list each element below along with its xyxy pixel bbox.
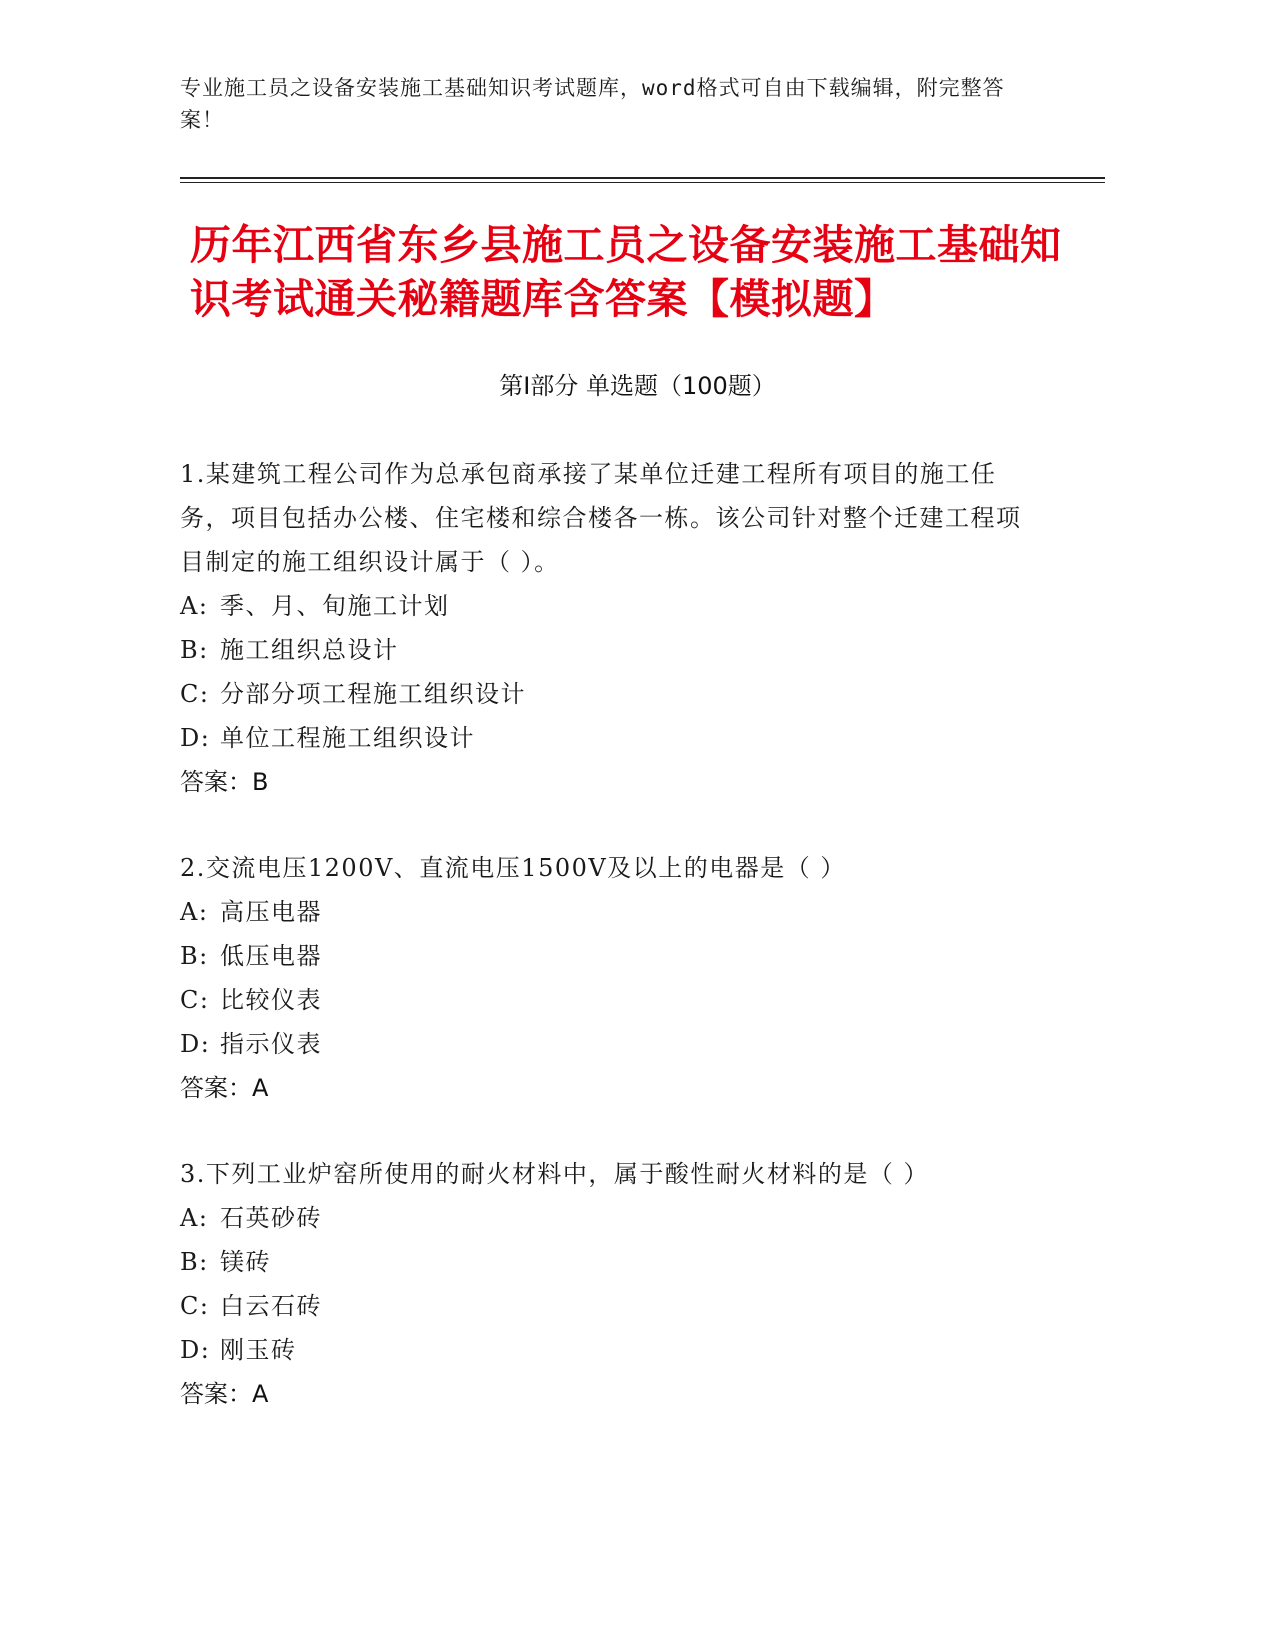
option-text: 季、月、旬施工计划 (220, 592, 450, 620)
option-text: 分部分项工程施工组织设计 (220, 680, 526, 708)
option-d (180, 1328, 1040, 1372)
answer: 答案：A (180, 1380, 269, 1408)
option-text: 镁砖 (220, 1248, 271, 1276)
answer: 答案：A (180, 1074, 269, 1102)
option-letter: A: (180, 592, 209, 620)
header-rule-thin (180, 182, 1105, 183)
header-rule-thick (180, 177, 1105, 179)
question-text: 1.某建筑工程公司作为总承包商承接了某单位迁建工程所有项目的施工任务，项目包括办公楼、住宅楼和综合楼各一栋。该公司针对整个迁建工程项目制定的施工组织设计属于（ ）。 (180, 460, 1022, 576)
option-text: 高压电器 (220, 898, 322, 926)
option-a (180, 584, 1040, 628)
answer: 答案：B (180, 768, 269, 796)
option-letter: A: (180, 898, 209, 926)
document-title: 历年江西省东乡县施工员之设备安装施工基础知识考试通关秘籍题库含答案【模拟题】 (190, 221, 1062, 323)
option-letter: B: (180, 942, 209, 970)
option-letter: D: (180, 1336, 211, 1364)
option-letter: C: (180, 1292, 210, 1320)
option-text: 白云石砖 (220, 1292, 322, 1320)
header-note: 专业施工员之设备安装施工基础知识考试题库，word格式可自由下载编辑，附完整答案！ (180, 76, 1005, 132)
option-letter: D: (180, 1030, 211, 1058)
option-a (180, 1196, 1040, 1240)
option-letter: A: (180, 1204, 209, 1232)
option-b (180, 628, 1040, 672)
option-b (180, 1240, 1040, 1284)
option-letter: D: (180, 724, 211, 752)
question-text: 2.交流电压1200V、直流电压1500V及以上的电器是（ ） (180, 854, 846, 882)
option-text: 单位工程施工组织设计 (220, 724, 475, 752)
option-d (180, 1022, 1040, 1066)
option-a (180, 890, 1040, 934)
option-c (180, 978, 1040, 1022)
option-text: 石英砂砖 (220, 1204, 322, 1232)
question-2 (180, 846, 1040, 1110)
option-text: 刚玉砖 (220, 1336, 297, 1364)
option-letter: C: (180, 680, 210, 708)
option-c (180, 672, 1040, 716)
option-c (180, 1284, 1040, 1328)
option-letter: B: (180, 636, 209, 664)
option-b (180, 934, 1040, 978)
question-3 (180, 1152, 1040, 1416)
option-letter: C: (180, 986, 210, 1014)
section-heading: 第Ⅰ部分 单选题（100题） (499, 372, 776, 400)
option-letter: B: (180, 1248, 209, 1276)
question-list (180, 452, 1040, 1458)
option-text: 比较仪表 (220, 986, 322, 1014)
option-d (180, 716, 1040, 760)
question-text: 3.下列工业炉窑所使用的耐火材料中，属于酸性耐火材料的是（ ） (180, 1160, 930, 1188)
question-1 (180, 452, 1040, 804)
option-text: 施工组织总设计 (220, 636, 399, 664)
option-text: 低压电器 (220, 942, 322, 970)
option-text: 指示仪表 (220, 1030, 322, 1058)
